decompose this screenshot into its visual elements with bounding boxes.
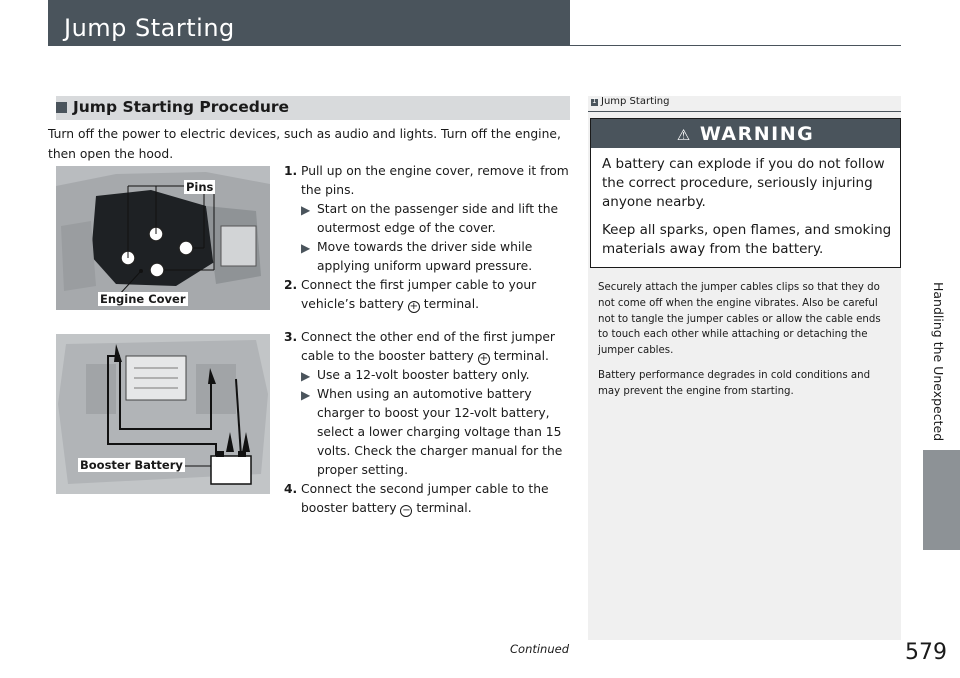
pins-label: Pins (186, 180, 214, 194)
sidebar-notes (588, 96, 901, 640)
engine-cover-illustration (56, 166, 270, 310)
engine-cover-label: Engine Cover (100, 292, 186, 306)
reference-marker-icon (591, 99, 598, 106)
minus-terminal-icon: − (402, 505, 411, 516)
step-1-note-1: ▶ Start on the passenger side and lift the outermost edge of the cover. (301, 202, 559, 235)
square-bullet-icon (56, 102, 67, 113)
sidebar-heading (588, 96, 901, 110)
step-3: 3. Connect the other end of the first jumper cable to the booster battery + terminal. (284, 330, 555, 364)
warning-paragraph: A battery can explode if you do not follow the correct procedure, seriously injuring anyone nearby. (602, 156, 885, 210)
sidebar-rule (588, 111, 901, 112)
warning-header (591, 119, 900, 148)
page-number: 579 (905, 640, 947, 665)
arrow-bullet-icon: ▶ (301, 241, 311, 255)
warning-triangle-icon: ⚠ (676, 126, 692, 144)
plus-terminal-icon: + (409, 301, 419, 312)
warning-paragraph: Keep all sparks, open flames, and smoking materials away from the battery. (602, 222, 892, 257)
note-paragraph: Securely attach the jumper cables clips so that they do not come off when the engine vibrates. Also be careful not to tangle the jumper cables or allow the cable ends to touch each other while attaching or detaching the jumper cables. (598, 282, 881, 357)
step-1: 1. Pull up on the engine cover, remove it from the pins. (284, 164, 569, 197)
warning-body (602, 155, 894, 268)
sidebar-heading-text: Jump Starting (601, 96, 670, 107)
arrow-bullet-icon: ▶ (301, 388, 311, 402)
continued-label: Continued (510, 642, 570, 656)
engine-bay-drawing (56, 166, 270, 310)
plus-terminal-icon: + (479, 353, 488, 364)
section-heading-text: Jump Starting Procedure (73, 98, 290, 116)
chapter-tab-label: Handling the Unexpected (931, 282, 946, 442)
page-title: Jump Starting (64, 14, 235, 42)
page-title-bar (48, 0, 570, 46)
step-3-note-1: ▶ Use a 12-volt booster battery only. (284, 366, 572, 385)
warning-title: WARNING (699, 123, 815, 145)
section-heading (56, 96, 570, 120)
intro-paragraph: Turn off the power to electric devices, such as audio and lights. Turn off the engine, then open the hood. (48, 127, 561, 161)
procedure-steps (284, 162, 572, 518)
booster-battery-illustration (56, 334, 270, 494)
title-rule (570, 45, 901, 46)
step-3-note-2: ▶ When using an automotive battery charger to boost your 12-volt battery, select a lower charging voltage than 15 volts. Check the charger manual for the proper setting. (301, 387, 563, 477)
chapter-tab-marker (923, 450, 960, 550)
step-2: 2. Connect the first jumper cable to your vehicle’s battery + terminal. (284, 278, 537, 312)
step-1-note-2: ▶ Move towards the driver side while applying uniform upward pressure. (301, 240, 533, 273)
warning-box (590, 118, 901, 268)
arrow-bullet-icon: ▶ (301, 369, 311, 383)
note-paragraph: Battery performance degrades in cold conditions and may prevent the engine from starting. (598, 369, 871, 397)
booster-battery-label: Booster Battery (80, 458, 183, 472)
step-4: 4. Connect the second jumper cable to the booster battery − terminal. (284, 482, 549, 516)
arrow-bullet-icon: ▶ (301, 203, 311, 217)
sidebar-note-text (598, 280, 893, 409)
